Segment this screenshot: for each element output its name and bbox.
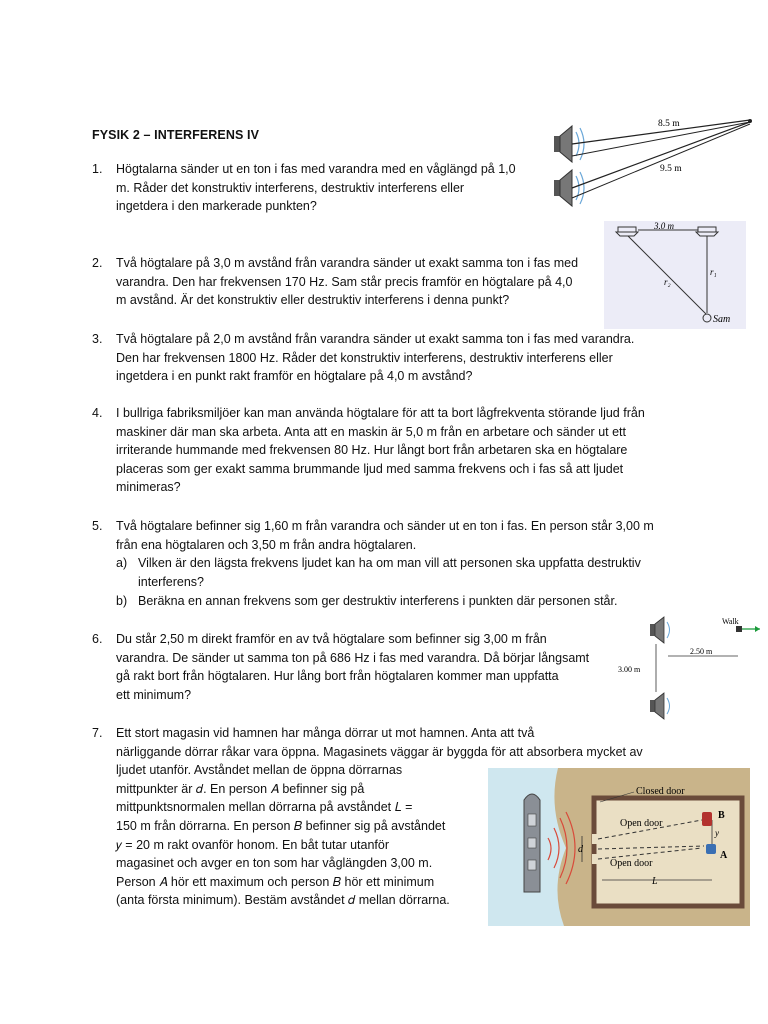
person-a-icon bbox=[706, 844, 716, 854]
problem-text-line: ett minimum? bbox=[116, 687, 192, 702]
problem-number: 6. bbox=[92, 632, 103, 646]
closed-door-label: Closed door bbox=[636, 786, 685, 797]
problem-text-line: Två högtalare på 2,0 m avstånd från varandra sänder ut exakt samma ton i fas med varandra. bbox=[116, 332, 635, 346]
marked-point bbox=[748, 119, 752, 123]
problem-text-line: Två högtalare befinner sig 1,60 m från varandra och sänder ut en ton i fas. En person står 3,00 m bbox=[116, 519, 654, 533]
problem-text-line: Vilken är den lägsta frekvens ljudet kan ha om man vill att personen ska uppfatta destruktiv bbox=[138, 556, 641, 570]
problem-text-line: Högtalarna sänder ut en ton i fas med varandra med en våglängd på 1,0 bbox=[116, 162, 516, 176]
problem-text-line: Ett stort magasin vid hamnen har många dörrar ut mot hamnen. Anta att två bbox=[116, 726, 535, 740]
problem-text-line: mittpunkter är 𝑑. En person 𝐴 befinner sig på bbox=[116, 781, 365, 796]
distance-label: 2.50 m bbox=[690, 647, 713, 656]
problem-text-line: placeras som ger exakt samma brummande ljud med samma frekvens och i fas så att ljudet bbox=[116, 461, 624, 476]
figure-7-harbour bbox=[488, 768, 750, 926]
problem-number: 4. bbox=[92, 406, 103, 420]
problem-text-line: ingetdera i den markerade punkten? bbox=[116, 199, 317, 214]
problem-text-line: (anta första minimum). Bestäm avståndet 𝑑 mellan dörrarna. bbox=[116, 893, 450, 908]
figure-background bbox=[604, 221, 746, 329]
distance-label: 8.5 m bbox=[658, 119, 680, 129]
figure-6-walk bbox=[612, 614, 762, 724]
separation-label: 3.00 m bbox=[618, 665, 641, 674]
open-door-label: Open door bbox=[620, 818, 663, 829]
problem-text-line: Person 𝐴 hör ett maximum och person 𝐵 hör ett minimum bbox=[116, 874, 435, 889]
problem-number: 3. bbox=[92, 332, 103, 346]
problem-text-line: m. Råder det konstruktiv interferens, destruktiv interferens eller bbox=[116, 180, 465, 195]
separation-label: 3.0 m bbox=[654, 221, 674, 231]
open-door-gap bbox=[592, 854, 598, 864]
problem-text-line: Beräkna en annan frekvens som ger destruktiv interferens i punkten där personen står. bbox=[138, 594, 618, 608]
problem-text-line: 150 m från dörrarna. En person 𝐵 befinner sig på avståndet bbox=[116, 818, 446, 833]
problem-text-line: magasinet och avger en ton som har våglängden 3,00 m. bbox=[116, 856, 433, 871]
person-b-label: B bbox=[718, 810, 725, 821]
person-b-icon bbox=[702, 812, 712, 826]
walker-icon bbox=[736, 626, 742, 632]
open-door-gap bbox=[592, 834, 598, 844]
open-door-label: Open door bbox=[610, 858, 653, 869]
speaker-icon bbox=[554, 170, 584, 206]
problem-text-line: gå rakt bort från högtalaren. Hur lång bort från högtalaren kommer man uppfatta bbox=[116, 669, 559, 684]
r1-label: r₁ bbox=[710, 267, 717, 277]
problem-text-line: ljudet utanför. Avståndet mellan de öppna dörrarnas bbox=[116, 763, 403, 778]
subproblem-label: a) bbox=[116, 556, 128, 570]
person-a-label: A bbox=[720, 850, 728, 861]
y-label: y bbox=[715, 828, 719, 838]
problem-text-line: Du står 2,50 m direkt framför en av två högtalare som befinner sig 3,00 m från bbox=[116, 632, 547, 646]
walk-label: Walk bbox=[722, 617, 739, 626]
problem-number: 1. bbox=[92, 162, 103, 176]
speaker-icon bbox=[650, 617, 670, 643]
speaker-icon bbox=[650, 693, 670, 719]
path-line bbox=[572, 124, 750, 198]
problem-text-line: 𝑦 = 20 m rakt ovanför honom. En båt tutar utanför bbox=[116, 837, 390, 852]
distance-label: 9.5 m bbox=[660, 164, 682, 174]
problem-text-line: ingetdera i en punkt rakt framför en högtalare på 4,0 m avstånd? bbox=[116, 369, 473, 384]
problem-text-line: varandra. De sänder ut samma ton på 686 Hz i fas med varandra. Då börjar långsamt bbox=[116, 650, 590, 665]
figure-2-sam bbox=[604, 221, 746, 329]
problem-text-line: irriterande hummande med frekvensen 80 Hz. Hur långt bort från arbetaren ska en högtalare bbox=[116, 443, 628, 458]
problem-text-line: maskiner där man ska arbeta. Anta att en maskin är 5,0 m från en arbetare och sänder ut ett bbox=[116, 424, 626, 439]
person-label: Sam bbox=[713, 314, 731, 325]
d-label: d bbox=[578, 844, 583, 855]
problem-text-line: interferens? bbox=[138, 574, 205, 589]
l-label: L bbox=[652, 876, 658, 887]
problem-text-line: från ena högtalaren och 3,50 m från andra högtalaren. bbox=[116, 537, 417, 552]
problem-text-line: I bullriga fabriksmiljöer kan man använda högtalare för att ta bort lågfrekventa störande ljud från bbox=[116, 406, 645, 420]
r2-label: r₂ bbox=[664, 277, 671, 287]
problem-text-line: minimeras? bbox=[116, 480, 181, 495]
boat-icon bbox=[524, 794, 540, 892]
problem-text-line: närliggande dörrar råkar vara öppna. Magasinets väggar är byggda för att absorbera mycket av bbox=[116, 744, 643, 759]
figure-1-speakers bbox=[548, 112, 758, 218]
problem-text-line: m avstånd. Är det konstruktiv eller destruktiv interferens i denna punkt? bbox=[116, 293, 510, 308]
page-title: FYSIK 2 – INTERFERENS IV bbox=[92, 128, 260, 142]
subproblem-label: b) bbox=[116, 594, 128, 608]
problem-number: 5. bbox=[92, 519, 103, 533]
problem-number: 7. bbox=[92, 726, 103, 740]
problem-text-line: Två högtalare på 3,0 m avstånd från varandra sänder ut exakt samma ton i fas med bbox=[116, 256, 579, 270]
problem-number: 2. bbox=[92, 256, 103, 270]
problem-text-line: mittpunktsnormalen mellan dörrarna på avståndet 𝐿 = bbox=[116, 800, 413, 815]
speaker-icon bbox=[554, 126, 584, 162]
walk-arrow-head bbox=[755, 626, 760, 632]
problem-text-line: varandra. Den har frekvensen 170 Hz. Sam står precis framför en högtalare på 4,0 bbox=[116, 274, 573, 289]
problem-text-line: Den har frekvensen 1800 Hz. Råder det konstruktiv interferens, destruktiv interferens eller bbox=[116, 350, 613, 365]
